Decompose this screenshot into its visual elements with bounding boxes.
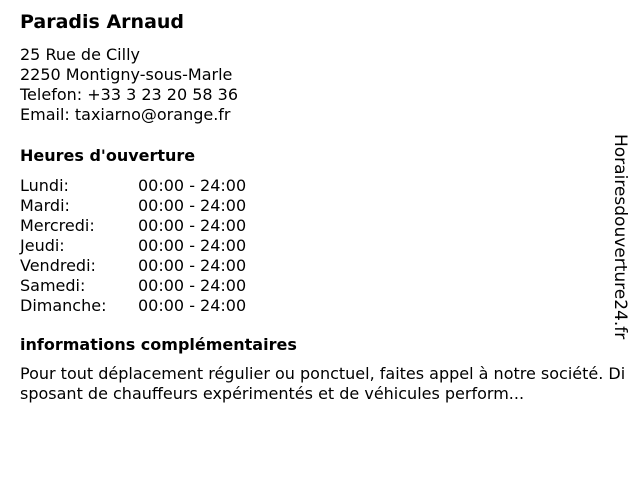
site-watermark: Horairesdouverture24.fr — [610, 134, 630, 340]
day-label: Samedi: — [20, 276, 86, 295]
day-label: Mardi: — [20, 196, 70, 215]
hours-row-tuesday — [20, 196, 632, 216]
additional-info-heading: informations complémentaires — [20, 335, 297, 354]
day-label: Jeudi: — [20, 236, 65, 255]
address-city: 2250 Montigny-sous-Marle — [20, 65, 233, 84]
time-range: 00:00 - 24:00 — [138, 196, 247, 215]
hours-row-saturday — [20, 276, 632, 296]
time-range: 00:00 - 24:00 — [138, 176, 247, 195]
email-address: Email: taxiarno@orange.fr — [20, 105, 231, 124]
hours-row-friday — [20, 256, 632, 276]
business-card — [20, 10, 632, 404]
day-label: Dimanche: — [20, 296, 107, 315]
hours-row-wednesday — [20, 216, 632, 236]
address-street: 25 Rue de Cilly — [20, 45, 140, 64]
phone-number: Telefon: +33 3 23 20 58 36 — [20, 85, 239, 104]
time-range: 00:00 - 24:00 — [138, 216, 247, 235]
time-range: 00:00 - 24:00 — [138, 296, 247, 315]
opening-hours-table — [20, 176, 632, 316]
hours-row-thursday — [20, 236, 632, 256]
time-range: 00:00 - 24:00 — [138, 276, 247, 295]
day-label: Mercredi: — [20, 216, 95, 235]
day-label: Lundi: — [20, 176, 69, 195]
time-range: 00:00 - 24:00 — [138, 256, 247, 275]
time-range: 00:00 - 24:00 — [138, 236, 247, 255]
opening-hours-heading: Heures d'ouverture — [20, 146, 196, 165]
contact-block — [20, 45, 632, 125]
business-name: Paradis Arnaud — [20, 11, 185, 33]
hours-row-monday — [20, 176, 632, 196]
day-label: Vendredi: — [20, 256, 96, 275]
hours-row-sunday — [20, 296, 632, 316]
additional-info-text: Pour tout déplacement régulier ou ponctuel, faites appel à notre société. Disposant de chauffeurs expérimentés et de véhicules perform... — [20, 364, 626, 403]
